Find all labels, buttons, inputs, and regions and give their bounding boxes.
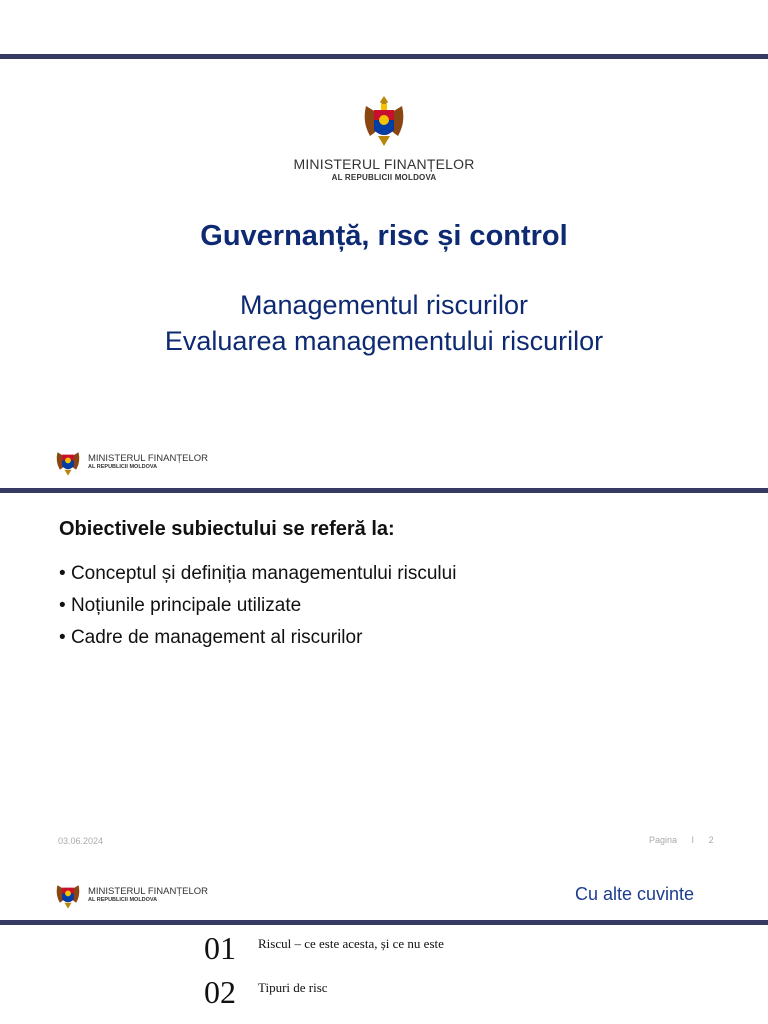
slide-subtitle-line1: Managementul riscurilor bbox=[239, 290, 529, 320]
page-number: 2 bbox=[708, 835, 714, 845]
slide-objectives bbox=[0, 488, 768, 920]
top-bar bbox=[0, 488, 768, 493]
list-item bbox=[204, 930, 444, 967]
ministry-subname: AL REPUBLICII MOLDOVA bbox=[331, 173, 437, 182]
list-item: • Cadre de management al riscurilor bbox=[59, 627, 363, 648]
list-item: • Noțiunile principale utilizate bbox=[59, 595, 302, 616]
ministry-name: MINISTERUL FINANȚELOR bbox=[88, 452, 208, 464]
item-text: Riscul – ce este acesta, și ce nu este bbox=[258, 936, 444, 951]
ministry-logo-small bbox=[54, 875, 208, 913]
item-number: 01 bbox=[204, 930, 236, 966]
slide-other-words bbox=[0, 920, 768, 1024]
slide-title-text: Guvernanță, risc și control bbox=[200, 220, 568, 252]
slide-title bbox=[0, 0, 768, 488]
ministry-logo-large bbox=[234, 92, 534, 182]
item-text: Tipuri de risc bbox=[258, 980, 328, 995]
top-bar bbox=[0, 920, 768, 925]
footer-date: 03.06.2024 bbox=[58, 836, 104, 846]
list-item: • Conceptul și definiția managementului riscului bbox=[59, 563, 457, 584]
page-separator: I bbox=[691, 835, 695, 845]
footer-page bbox=[649, 835, 714, 845]
objectives-list bbox=[59, 558, 456, 654]
ministry-name: MINISTERUL FINANȚELOR bbox=[88, 885, 208, 897]
ministry-name: MINISTERUL FINANȚELOR bbox=[293, 156, 475, 172]
slide-subtitle-line2: Evaluarea managementului riscurilor bbox=[164, 326, 604, 356]
ministry-subname: AL REPUBLICII MOLDOVA bbox=[88, 896, 158, 903]
page-label: Pagina bbox=[649, 835, 678, 845]
objectives-heading: Obiectivele subiectului se referă la: bbox=[59, 518, 395, 540]
ministry-logo-small bbox=[54, 442, 208, 480]
coat-of-arms-icon bbox=[360, 92, 408, 150]
ministry-subname: AL REPUBLICII MOLDOVA bbox=[88, 463, 158, 470]
coat-of-arms-icon bbox=[54, 875, 82, 913]
coat-of-arms-icon bbox=[54, 442, 82, 480]
top-bar bbox=[0, 54, 768, 59]
item-number: 02 bbox=[204, 974, 236, 1010]
list-item bbox=[204, 974, 328, 1011]
other-words-heading: Cu alte cuvinte bbox=[575, 884, 695, 904]
